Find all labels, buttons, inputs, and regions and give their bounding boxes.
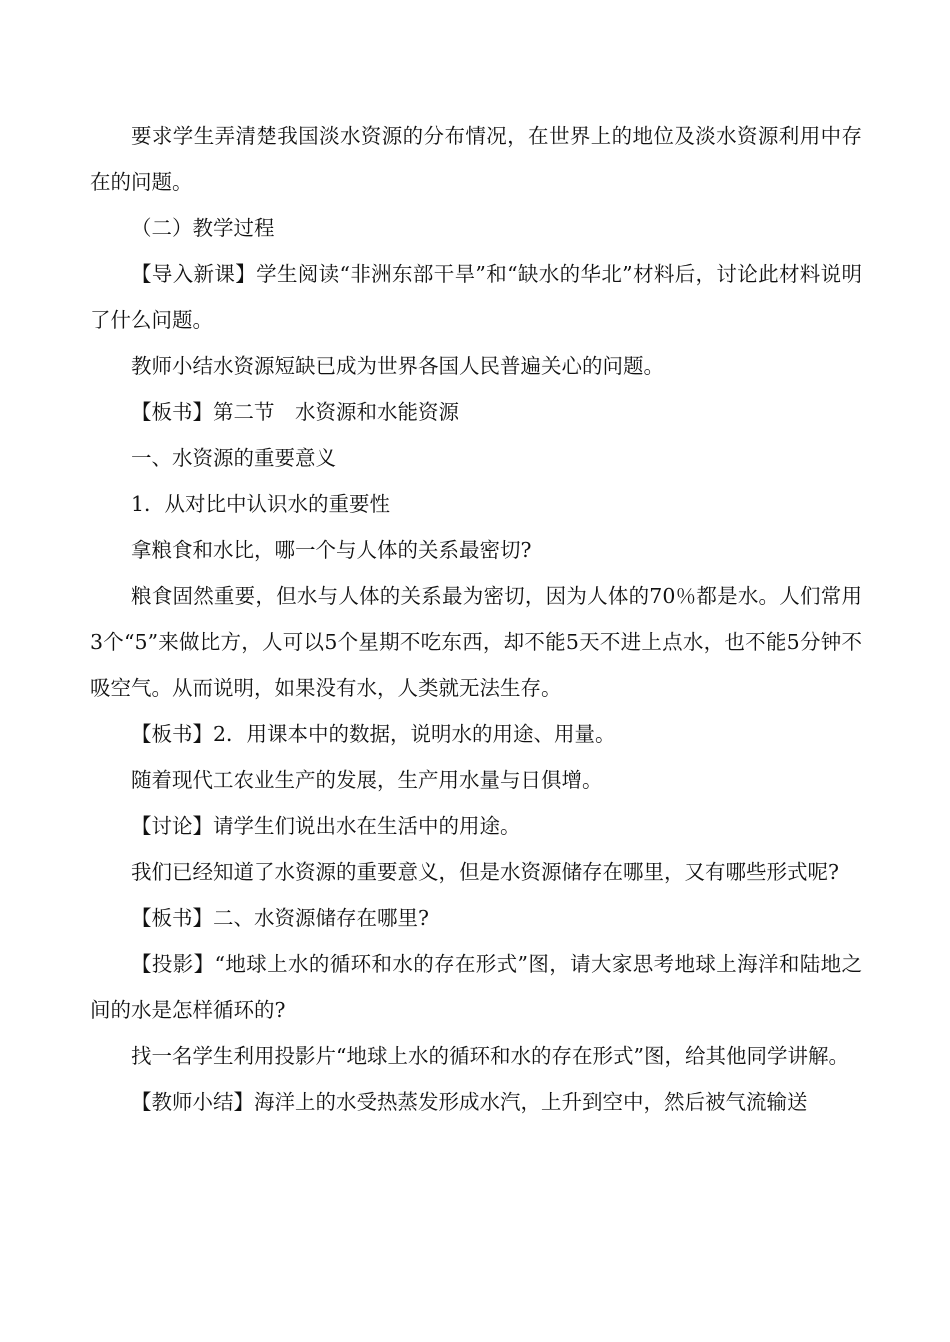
paragraph-board-usage: 【板书】2．用课本中的数据，说明水的用途、用量。 bbox=[131, 722, 616, 746]
paragraph-student-explain: 找一名学生利用投影片“地球上水的循环和水的存在形式”图，给其他同学讲解。 bbox=[131, 1044, 849, 1068]
paragraph-requirement: 要求学生弄清楚我国淡水资源的分布情况，在世界上的地位及淡水资源利用中存在的问题。 bbox=[90, 124, 862, 194]
paragraph-discussion: 【讨论】请学生们说出水在生活中的用途。 bbox=[131, 814, 521, 838]
section-heading-teaching-process: （二）教学过程 bbox=[131, 216, 275, 240]
paragraph-intro-lesson: 【导入新课】学生阅读“非洲东部干旱”和“缺水的华北”材料后，讨论此材料说明了什么问题。 bbox=[90, 262, 862, 332]
paragraph-storage-question: 我们已经知道了水资源的重要意义，但是水资源储存在哪里，又有哪些形式呢? bbox=[131, 860, 839, 884]
paragraph-question-food-water: 拿粮食和水比，哪一个与人体的关系最密切? bbox=[131, 538, 532, 562]
paragraph-teacher-summary-2: 【教师小结】海洋上的水受热蒸发形成水汽，上升到空中，然后被气流输送 bbox=[131, 1090, 808, 1114]
paragraph-projection: 【投影】“地球上水的循环和水的存在形式”图，请大家思考地球上海洋和陆地之间的水是怎样循环的? bbox=[90, 952, 862, 1022]
subheading-comparison: 1．从对比中认识水的重要性 bbox=[131, 492, 391, 516]
paragraph-demand-growth: 随着现代工农业生产的发展，生产用水量与日俱增。 bbox=[131, 768, 603, 792]
document-body bbox=[90, 113, 862, 1125]
heading-water-importance: 一、水资源的重要意义 bbox=[131, 446, 336, 470]
paragraph-board-storage: 【板书】二、水资源储存在哪里? bbox=[131, 906, 429, 930]
paragraph-board-title: 【板书】第二节 水资源和水能资源 bbox=[131, 400, 459, 424]
paragraph-teacher-summary-1: 教师小结水资源短缺已成为世界各国人民普遍关心的问题。 bbox=[131, 354, 664, 378]
paragraph-water-body: 粮食固然重要，但水与人体的关系最为密切，因为人体的70％都是水。人们常用3个“5”来做比方，人可以5个星期不吃东西，却不能5天不进上点水，也不能5分钟不吸空气。从而说明，如果没有水，人类就无法生存。 bbox=[90, 584, 862, 700]
